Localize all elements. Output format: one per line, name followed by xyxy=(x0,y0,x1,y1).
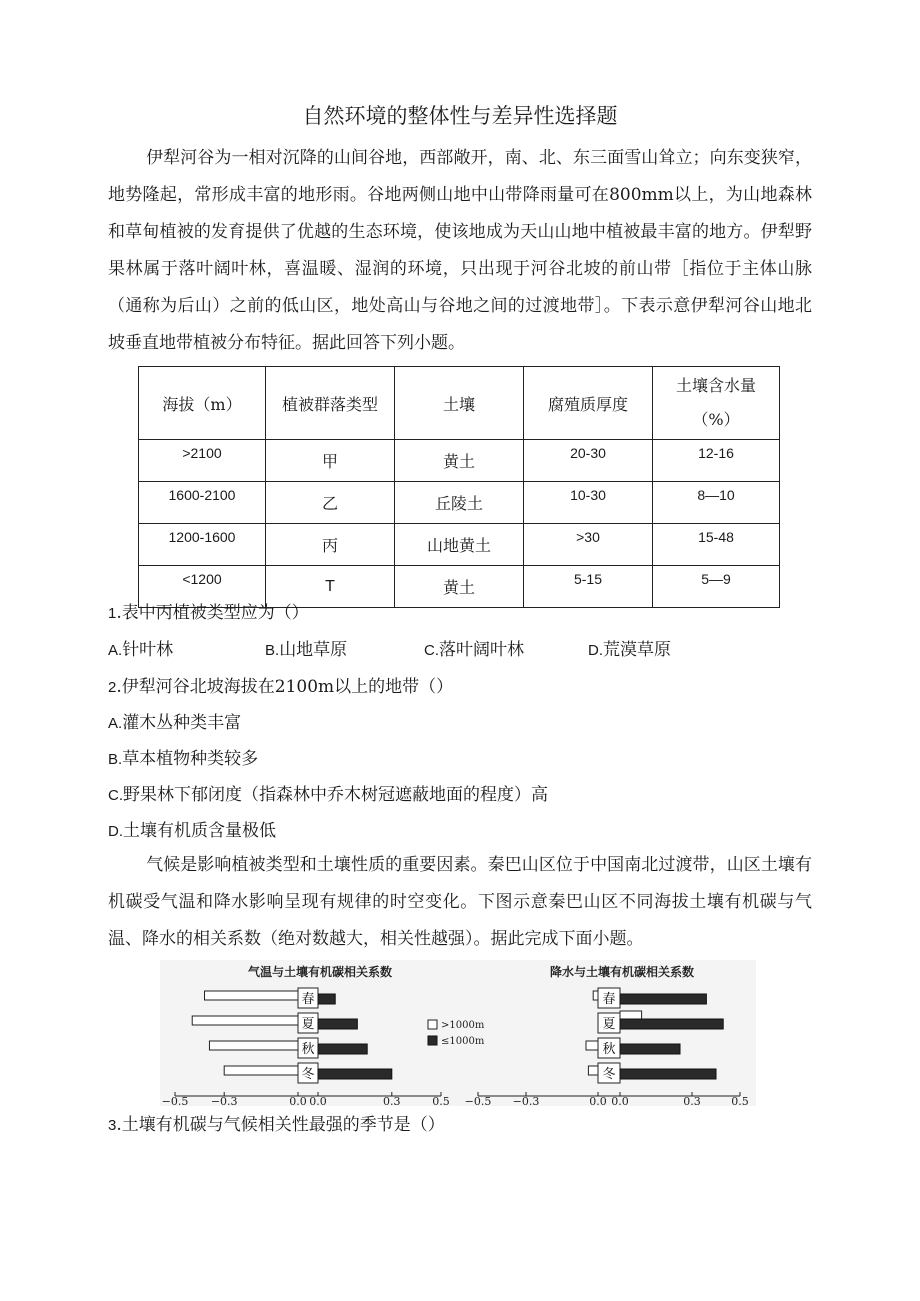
intro-text: 伊犁河谷为一相对沉降的山间谷地，西部敞开，南、北、东三面雪山耸立；向东变狭窄，地势隆起，常形成丰富的地形雨。谷地两侧山地中山带降雨量可在800mm以上，为山地森林和草甸植被的发育提供了优越的生态环境，使该地成为天山山地中植被最丰富的地方。伊犁野果林属于落叶阔叶林，喜温暖、湿润的环境，只出现于河谷北坡的前山带［指位于主体山脉（通称为后山）之前的低山区，地处高山与谷地之间的过渡地带］。下表示意伊犁河谷山地北坡垂直地带植被分布特征。据此回答下列小题。 xyxy=(108,148,812,353)
cell-vegetation: 甲 xyxy=(266,440,395,482)
table-row xyxy=(139,440,780,482)
correlation-chart-svg xyxy=(160,960,756,1106)
question-2: 2.伊犁河谷北坡海拔在2100m以上的地带（） xyxy=(108,677,454,697)
header-vegetation: 植被群落类型 xyxy=(266,367,395,440)
category-label: 春 xyxy=(301,992,315,1007)
x-tick-label: 0.0 xyxy=(589,1095,607,1106)
cell-humus: 10-30 xyxy=(524,482,653,524)
header-humus: 腐殖质厚度 xyxy=(524,367,653,440)
q1-option-d[interactable]: D.荒漠草原 xyxy=(588,640,671,660)
cell-elevation: 1200-1600 xyxy=(139,524,266,566)
cell-vegetation: 乙 xyxy=(266,482,395,524)
cell-vegetation: T xyxy=(266,566,395,608)
bar-le1000m xyxy=(318,1019,357,1029)
bar-le1000m xyxy=(620,994,706,1004)
cell-humus: 5-15 xyxy=(524,566,653,608)
x-tick-label: 0.0 xyxy=(611,1095,629,1106)
q2-option-d[interactable]: D.土壤有机质含量极低 xyxy=(108,821,276,841)
cell-soil: 丘陵土 xyxy=(395,482,524,524)
bar-gt1000m xyxy=(224,1066,298,1075)
category-label: 秋 xyxy=(301,1042,315,1057)
header-soil: 土壤 xyxy=(395,367,524,440)
cell-water: 8—10 xyxy=(653,482,780,524)
bar-gt1000m xyxy=(209,1041,298,1050)
x-tick-label: 0.5 xyxy=(731,1095,749,1106)
intro-paragraph xyxy=(108,140,812,362)
cell-soil: 黄土 xyxy=(395,566,524,608)
category-label: 冬 xyxy=(301,1067,315,1082)
cell-vegetation: 丙 xyxy=(266,524,395,566)
cell-water: 15-48 xyxy=(653,524,780,566)
cell-soil: 黄土 xyxy=(395,440,524,482)
legend-label-le1000m: ≤1000m xyxy=(441,1036,485,1047)
x-tick-label: 0.5 xyxy=(432,1095,450,1106)
x-tick-label: 0.3 xyxy=(683,1095,701,1106)
x-tick-label: 0.3 xyxy=(383,1095,401,1106)
x-tick-label: −0.3 xyxy=(210,1095,238,1106)
bar-gt1000m xyxy=(593,991,598,1000)
cell-elevation: >2100 xyxy=(139,440,266,482)
cell-soil: 山地黄土 xyxy=(395,524,524,566)
cell-water: 5—9 xyxy=(653,566,780,608)
bar-gt1000m xyxy=(586,1041,598,1050)
cell-elevation: 1600-2100 xyxy=(139,482,266,524)
bar-le1000m xyxy=(620,1069,716,1079)
page-title: 自然环境的整体性与差异性选择题 xyxy=(302,104,618,128)
category-label: 夏 xyxy=(301,1017,315,1032)
bar-gt1000m xyxy=(192,1016,298,1025)
table-header-row xyxy=(139,367,780,440)
category-label: 秋 xyxy=(602,1042,616,1057)
bar-le1000m xyxy=(318,1069,392,1079)
bar-gt1000m xyxy=(588,1066,598,1075)
q2-option-b[interactable]: B.草本植物种类较多 xyxy=(108,749,259,769)
cell-elevation: <1200 xyxy=(139,566,266,608)
legend-swatch-gt1000m xyxy=(428,1020,437,1029)
legend-swatch-le1000m xyxy=(428,1036,437,1045)
cell-humus: 20-30 xyxy=(524,440,653,482)
bar-le1000m xyxy=(318,1044,367,1054)
climate-text: 气候是影响植被类型和土壤性质的重要因素。秦巴山区位于中国南北过渡带，山区土壤有机碳受气温和降水影响呈现有规律的时空变化。下图示意秦巴山区不同海拔土壤有机碳与气温、降水的相关系数（绝对数越大，相关性越强）。据此完成下面小题。 xyxy=(108,855,812,949)
question-1: 1.表中丙植被类型应为（） xyxy=(108,603,309,623)
table-row xyxy=(139,524,780,566)
cell-humus: >30 xyxy=(524,524,653,566)
table-row xyxy=(139,482,780,524)
bar-gt1000m xyxy=(205,991,298,1000)
correlation-chart xyxy=(160,960,756,1106)
climate-paragraph xyxy=(108,847,812,958)
header-elevation: 海拔（m） xyxy=(139,367,266,440)
category-label: 冬 xyxy=(602,1067,616,1082)
question-3: 3.土壤有机碳与气候相关性最强的季节是（） xyxy=(108,1115,445,1135)
bar-le1000m xyxy=(620,1044,680,1054)
category-label: 春 xyxy=(602,992,616,1007)
vegetation-table xyxy=(138,366,780,608)
bar-le1000m xyxy=(620,1019,723,1029)
category-label: 夏 xyxy=(602,1017,616,1032)
chart-title: 气温与土壤有机碳相关系数 xyxy=(247,965,393,979)
q1-option-c[interactable]: C.落叶阔叶林 xyxy=(424,640,524,660)
x-tick-label: −0.3 xyxy=(512,1095,540,1106)
bar-le1000m xyxy=(318,994,335,1004)
x-tick-label: 0.0 xyxy=(309,1095,327,1106)
q2-option-c[interactable]: C.野果林下郁闭度（指森林中乔木树冠遮蔽地面的程度）高 xyxy=(108,785,548,805)
q1-option-a[interactable]: A.针叶林 xyxy=(108,640,174,660)
bar-gt1000m xyxy=(620,1011,642,1019)
x-tick-label: −0.5 xyxy=(464,1095,492,1106)
q1-option-b[interactable]: B.山地草原 xyxy=(265,640,348,660)
x-tick-label: −0.5 xyxy=(161,1095,189,1106)
header-water-content: 土壤含水量 （%） xyxy=(653,367,780,440)
legend-label-gt1000m: >1000m xyxy=(441,1020,485,1031)
chart-title: 降水与土壤有机碳相关系数 xyxy=(549,965,695,979)
x-tick-label: 0.0 xyxy=(289,1095,307,1106)
q2-option-a[interactable]: A.灌木丛种类丰富 xyxy=(108,713,242,733)
cell-water: 12-16 xyxy=(653,440,780,482)
